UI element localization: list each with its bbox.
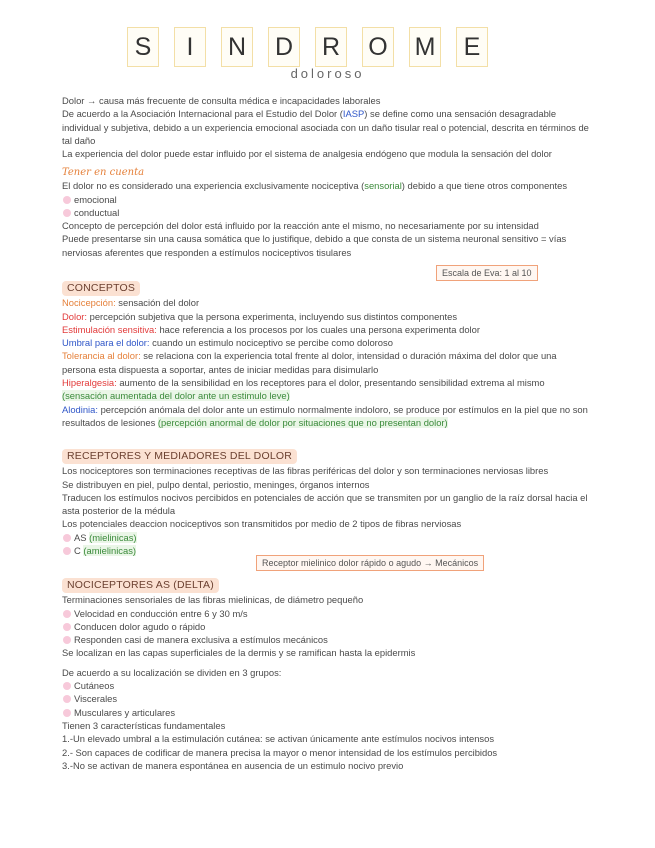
list-item: Musculares y articulares	[62, 706, 592, 719]
concept-item: Estimulación sensitiva: hace referencia a los procesos por los cuales una persona experimenta dolor	[62, 323, 480, 335]
page-subtitle: doloroso	[290, 66, 365, 81]
intro-section	[62, 94, 592, 160]
receptores-line: Los potenciales deaccion nociceptivos son transmitidos por medio de 2 tipos de fibras nerviosas	[62, 518, 462, 530]
concept-item: Dolor: percepción subjetiva que la persona experimenta, incluyendo sus distintos componentes	[62, 310, 458, 322]
feature-item: 1.-Un elevado umbral a la estimulación cutánea: se activan únicamente ante estímulos nocivos intensos	[62, 733, 495, 745]
list-item: Viscerales	[62, 692, 592, 705]
list-item: Velocidad en conducción entre 6 y 30 m/s	[62, 607, 592, 620]
intro-definition: De acuerdo a la Asociación Internacional para el Estudio del Dolor (IASP) se define como una sensación desagradable individual y subjetiva, debido a un experiencia emocional asociada con un daño tisular real o potencial, descrita en términos de tal daño	[62, 108, 589, 146]
arrow-icon: →	[87, 95, 97, 106]
nociceptores-line: Terminaciones sensoriales de las fibras mielinicas, de diámetro pequeño	[62, 594, 364, 606]
concept-note: (percepción anormal de dolor por situaciones que no presentan dolor)	[157, 416, 448, 428]
section-heading: NOCICEPTORES AS (DELTA)	[62, 578, 219, 593]
tener-line: El dolor no es considerado una experiencia exclusivamente nociceptiva (sensorial) debido a que tiene otros componentes	[62, 180, 568, 192]
section-heading: CONCEPTOS	[62, 281, 140, 296]
tener-heading: Tener en cuenta	[62, 167, 145, 178]
concept-item: Alodinia: percepción anómala del dolor ante un estimulo normalmente indoloro, se produce por estímulos en la piel que no son resultados de lesiones (percepción anormal de dolor por situaciones que no presentan dolor)	[62, 403, 588, 428]
title-letter: M	[409, 27, 441, 67]
title-letter: O	[362, 27, 394, 67]
concept-note: (sensación aumentada del dolor ante un estimulo leve)	[62, 390, 290, 402]
concept-item: Hiperalgesia: aumento de la sensibilidad en los receptores para el dolor, presentando sensibilidad extrema al mismo (sensación aumentada del dolor ante un estimulo leve)	[62, 377, 545, 402]
title-letter: D	[268, 27, 300, 67]
intro-line: Dolor → causa más frecuente de consulta médica e incapacidades laborales	[62, 95, 381, 106]
title-letter: S	[127, 27, 159, 67]
title-letter: I	[174, 27, 206, 67]
nociceptores-line: Se localizan en las capas superficiales de la dermis y se ramifican hasta la epidermis	[62, 647, 416, 659]
nociceptores-section	[62, 578, 592, 772]
iasp-acronym: IASP	[342, 108, 365, 120]
list-item: Responden casi de manera exclusiva a estímulos mecánicos	[62, 633, 592, 646]
eva-scale-box: Escala de Eva: 1 al 10	[436, 265, 538, 281]
tener-line: Concepto de percepción del dolor está influido por la reacción ante el mismo, no necesariamente por su intensidad	[62, 220, 539, 232]
intro-line: La experiencia del dolor puede estar influido por el sistema de analgesia endógeno que modula la sensación del dolor	[62, 148, 552, 160]
concept-item: Nocicepción: sensación del dolor	[62, 297, 200, 309]
fiber-item: AS (mielinicas)	[62, 531, 592, 544]
nociceptores-line: De acuerdo a su localización se dividen en 3 grupos:	[62, 666, 282, 678]
list-item: emocional	[62, 193, 592, 206]
nociceptores-line: Tienen 3 características fundamentales	[62, 719, 226, 731]
section-heading: RECEPTORES Y MEDIADORES DEL DOLOR	[62, 449, 297, 464]
feature-item: 2.- Son capaces de codificar de manera precisa la mayor o menor intensidad de los estímulos percibidos	[62, 746, 498, 758]
receptores-section	[62, 449, 592, 557]
list-item: Cutáneos	[62, 679, 592, 692]
tener-section	[62, 166, 592, 259]
page-title	[127, 27, 488, 67]
receptor-box: Receptor mielinico dolor rápido o agudo → Mecánicos	[256, 555, 484, 571]
receptores-line: Los nociceptores son terminaciones receptivas de las fibras periféricas del dolor y son terminaciones nerviosas libres	[62, 465, 549, 477]
title-letter: R	[315, 27, 347, 67]
receptores-line: Se distribuyen en piel, pulpo dental, periostio, meninges, órganos internos	[62, 478, 370, 490]
concept-item: Tolerancia al dolor: se relaciona con la experiencia total frente al dolor, intensidad o duración máxima del dolor que una persona esta dispuesta a soportar, antes de iniciar medidas para disimularlo	[62, 350, 557, 375]
list-item: conductual	[62, 206, 592, 219]
title-letter: N	[221, 27, 253, 67]
conceptos-section	[62, 281, 592, 429]
receptores-line: Traducen los estímulos nocivos percibidos en potenciales de acción que se transmiten por un ganglio de la raíz dorsal hacia el asta posterior de la médula	[62, 491, 588, 517]
tener-line: Puede presentarse sin una causa somática que lo justifique, debido a que consta de un sistema neuronal sensitivo = vías nerviosas aferentes que responden a estímulos nociceptivos tisulares	[62, 233, 567, 258]
concept-item: Umbral para el dolor: cuando un estimulo nociceptivo se percibe como doloroso	[62, 337, 393, 349]
list-item: Conducen dolor agudo o rápido	[62, 620, 592, 633]
fiber-item: C (amielinicas)	[62, 544, 592, 557]
feature-item: 3.-No se activan de manera espontánea en ausencia de un estimulo nocivo previo	[62, 759, 404, 771]
title-letter: E	[456, 27, 488, 67]
